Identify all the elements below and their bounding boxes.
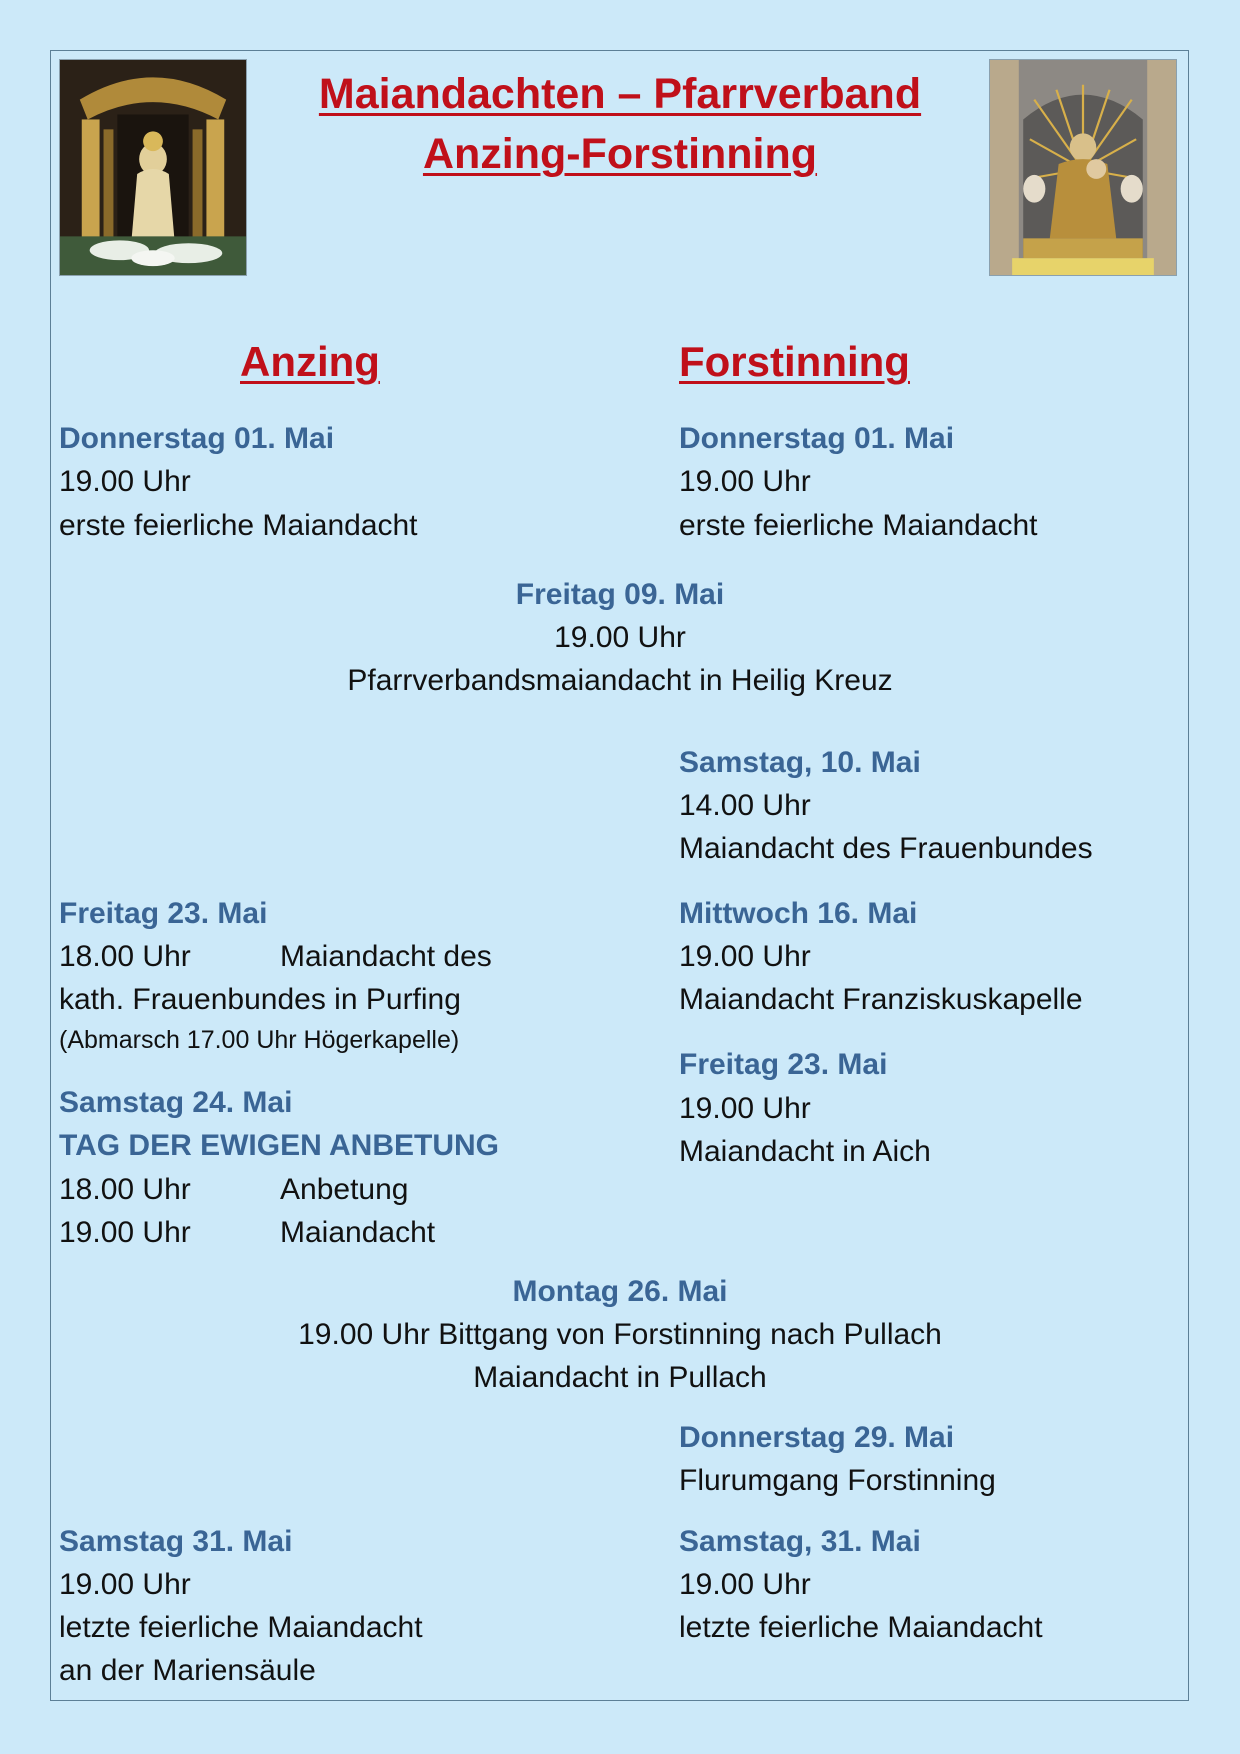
event-description: letzte feierliche Maiandacht [679, 1611, 1043, 1644]
event-time: 19.00 Uhr [59, 465, 191, 498]
event-description: Maiandacht in Aich [679, 1135, 931, 1168]
event-description: Maiandacht des Frauenbundes [679, 832, 1093, 865]
event-time: 19.00 Uhr [59, 1568, 191, 1601]
event-subtitle: TAG DER EWIGEN ANBETUNG [59, 1129, 499, 1162]
event-time: 19.00 Uhr [59, 1216, 191, 1249]
event-time: 18.00 Uhr [59, 940, 191, 973]
event-description: Maiandacht [280, 1216, 436, 1249]
event-description: letzte feierliche Maiandacht [59, 1611, 423, 1644]
event-description: Flurumgang Forstinning [679, 1464, 996, 1497]
event-time: 19.00 Uhr [679, 940, 811, 973]
column-heading-forstinning: Forstinning [679, 338, 910, 385]
event-time: 19.00 Uhr [679, 1568, 811, 1601]
event-date: Donnerstag 01. Mai [679, 422, 955, 455]
event-date: Samstag, 10. Mai [679, 746, 921, 779]
event-description: erste feierliche Maiandacht [59, 509, 418, 542]
event-time: 19.00 Uhr [679, 465, 811, 498]
event-date: Montag 26. Mai [512, 1275, 728, 1308]
event-description: 19.00 Uhr Bittgang von Forstinning nach Pullach [298, 1318, 942, 1351]
page-title-line1: Maiandachten – Pfarrverband [318, 70, 922, 118]
event-date: Freitag 09. Mai [515, 578, 725, 611]
madonna-altar-photo-left [59, 59, 247, 276]
event-date: Freitag 23. Mai [59, 897, 268, 930]
event-date: Mittwoch 16. Mai [679, 897, 918, 930]
madonna-altar-photo-right [989, 59, 1177, 276]
event-date: Freitag 23. Mai [679, 1048, 888, 1081]
event-description: kath. Frauenbundes in Purfing [59, 983, 461, 1016]
event-time: 18.00 Uhr [59, 1173, 191, 1206]
column-heading-anzing: Anzing [240, 338, 380, 385]
event-time: 14.00 Uhr [679, 789, 811, 822]
event-date: Donnerstag 29. Mai [679, 1421, 955, 1454]
event-description: Anbetung [280, 1173, 409, 1206]
event-description: erste feierliche Maiandacht [679, 509, 1038, 542]
page-frame [50, 50, 1189, 1701]
page-title-line2: Anzing-Forstinning [422, 130, 818, 178]
event-time: 19.00 Uhr [554, 621, 686, 654]
event-description: an der Mariensäule [59, 1654, 316, 1687]
event-date: Donnerstag 01. Mai [59, 422, 335, 455]
event-date: Samstag, 31. Mai [679, 1525, 921, 1558]
event-description: Maiandacht des [280, 940, 492, 973]
event-description: Pfarrverbandsmaiandacht in Heilig Kreuz [347, 664, 893, 697]
event-description: Maiandacht in Pullach [473, 1361, 767, 1394]
event-note: (Abmarsch 17.00 Uhr Högerkapelle) [59, 1026, 460, 1054]
event-description: Maiandacht Franziskuskapelle [679, 983, 1083, 1016]
event-date: Samstag 24. Mai [59, 1086, 293, 1119]
event-date: Samstag 31. Mai [59, 1525, 293, 1558]
event-time: 19.00 Uhr [679, 1092, 811, 1125]
page-title [250, 64, 990, 184]
